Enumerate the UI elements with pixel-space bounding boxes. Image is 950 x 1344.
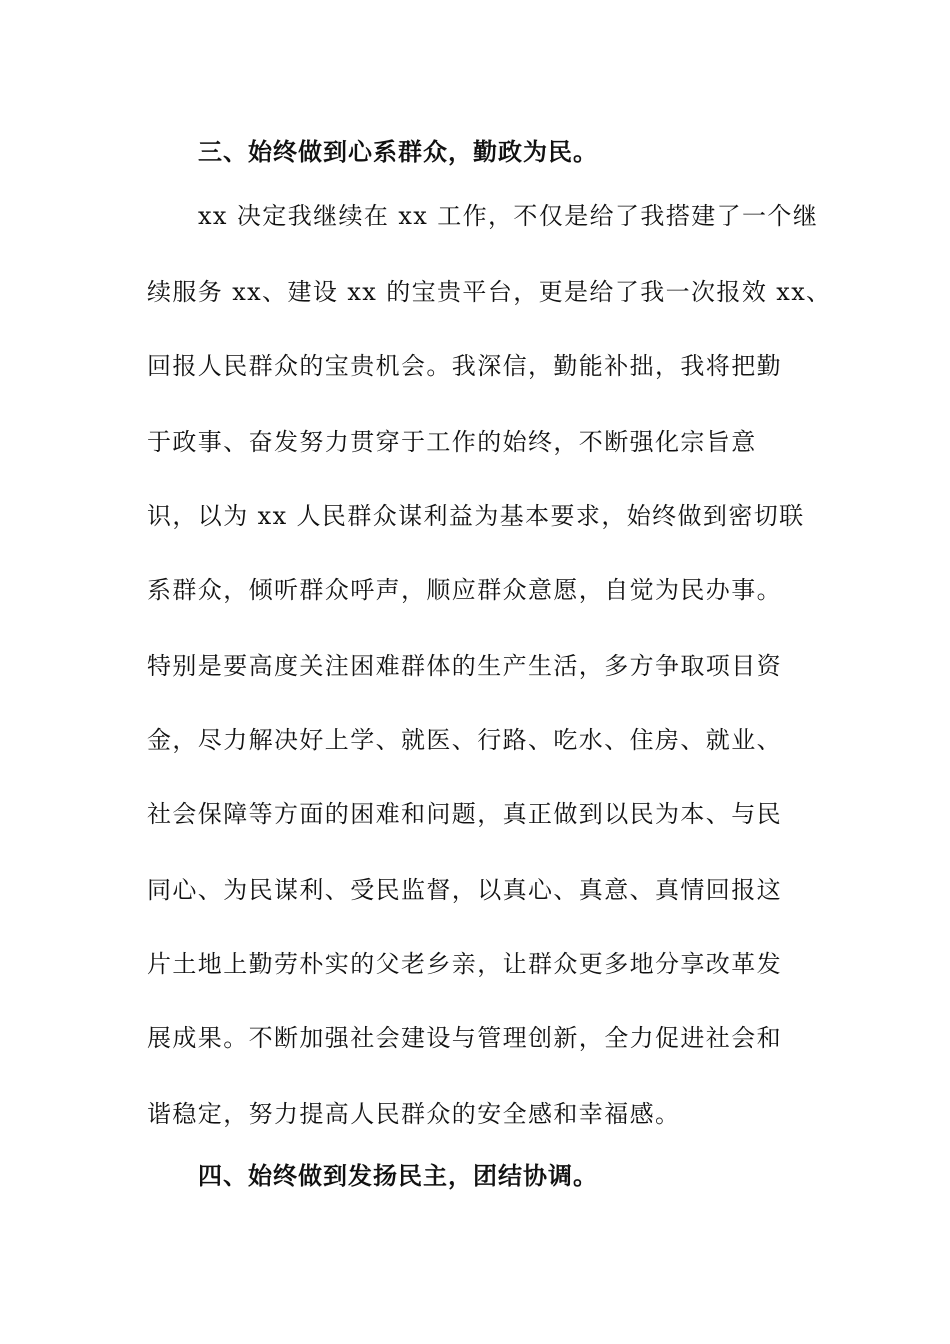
paragraph-line-13: 谐稳定，努力提高人民群众的安全感和幸福感。: [147, 1100, 681, 1128]
paragraph-line-10: 同心、为民谋利、受民监督，以真心、真意、真情回报这: [147, 876, 782, 904]
paragraph-line-6: 系群众，倾听群众呼声，顺应群众意愿，自觉为民办事。: [147, 576, 782, 604]
paragraph-line-8: 金，尽力解决好上学、就医、行路、吃水、住房、就业、: [147, 726, 782, 754]
paragraph-line-9: 社会保障等方面的困难和问题，真正做到以民为本、与民: [147, 800, 782, 828]
paragraph-line-4: 于政事、奋发努力贯穿于工作的始终，不断强化宗旨意: [147, 428, 757, 456]
paragraph-line-7: 特别是要高度关注困难群体的生产生活，多方争取项目资: [147, 652, 782, 680]
section-heading-4: 四、始终做到发扬民主，团结协调。: [198, 1161, 598, 1190]
paragraph-line-3: 回报人民群众的宝贵机会。我深信，勤能补拙，我将把勤: [147, 352, 782, 380]
paragraph-line-12: 展成果。不断加强社会建设与管理创新，全力促进社会和: [147, 1024, 782, 1052]
paragraph-line-2: 续服务 xx、建设 xx 的宝贵平台，更是给了我一次报效 xx、: [147, 278, 832, 306]
section-heading-3: 三、始终做到心系群众，勤政为民。: [198, 137, 598, 166]
paragraph-line-1: xx 决定我继续在 xx 工作，不仅是给了我搭建了一个继: [198, 202, 819, 230]
paragraph-line-11: 片土地上勤劳朴实的父老乡亲，让群众更多地分享改革发: [147, 950, 782, 978]
paragraph-line-5: 识，以为 xx 人民群众谋利益为基本要求，始终做到密切联: [147, 502, 805, 530]
